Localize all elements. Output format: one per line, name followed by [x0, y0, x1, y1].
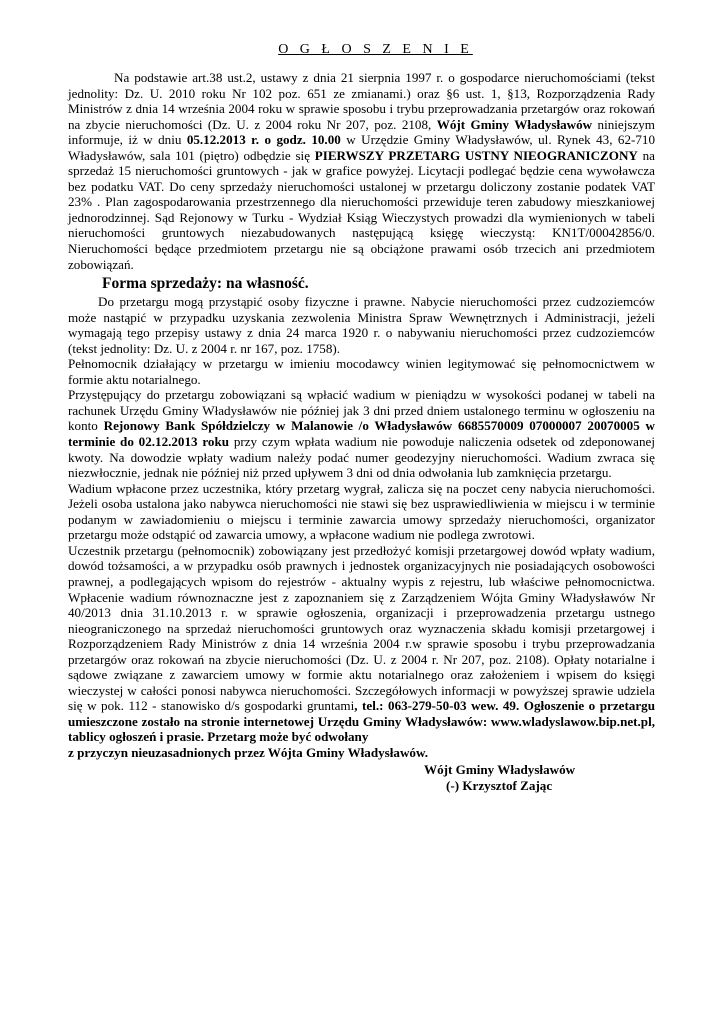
auction-datetime: 05.12.2013 r. o godz. 10.00 — [186, 132, 341, 148]
intro-text-1: Na podstawie art.38 ust.2, ustawy z dnia 21 sierpnia 1997 r. o gospodarce nieruchomościami (tekst jednolity: Dz. U. 2010 roku Nr 102 poz. 651 ze zmianami.) oraz §6 ust. 1, §13, Rozporządzenia Rady Ministrów z dnia 14 września 2004 roku w sprawie sposobu i trybu przeprowadzania przetargów oraz rokowań na zbycie nieruchomości (Dz. U. z 2004 roku Nr 207, poz. 2108, — [68, 70, 655, 132]
intro-text-3: w Urzędzie Gminy Władysławów, ul. Rynek 43, 62-710 Władysławów, sala 101 (piętro) odbędzie się — [68, 132, 655, 163]
intro-text-4: na sprzedaż 15 nieruchomości gruntowych - jak w grafice powyżej. Licytacji podlegać będzie cena wywoławcza bez podatku VAT. Do ceny sprzedaży nieruchomości ustalonej w przetargu doliczony zostanie podatek VAT 23% . Plan zagospodarowania przestrzennego dla nieruchomości przewiduje teren zabudowy mieszkaniowej jednorodzinnej. Sąd Rejonowy w Turku - Wydział Ksiąg Wieczystych prowadzi dla wymienionych w tabeli nieruchomości gruntowych niezabudowanych następującą księgę wieczystą: KN1T/00042856/0. Nieruchomości będące przedmiotem przetargu nie są obciążone prawami osób trzecich ani przedmiotem zobowiązań. — [68, 147, 655, 272]
requirements-text: Uczestnik przetargu (pełnomocnik) zobowiązany jest przedłożyć komisji przetargowej dowód wpłaty wadium, dowód tożsamości, a w przypadku osób prawnych i jednostek organizacyjnych nie posiadających osobowości prawnej, a podlegających wpisom do rejestrów - aktualny wypis z rejestru, lub właściwe pełnomocnictwa. Wpłacenie wadium równoznaczne jest z zapoznaniem się z Zarządzeniem Wójta Gminy Władysławów Nr 40/2013 dnia 31.10.2013 r. w sprawie ogłoszenia, organizacji i przeprowadzenia przetargu ustnego nieograniczonego na sprzedaż nieruchomości gruntowych oraz wyznaczenia składu komisji przetargowej i Rozporządzeniem Rady Ministrów z dnia 14 września 2004 r.w sprawie sposobu i trybu przeprowadzania przetargów oraz rokowań na zbycie nieruchomości (Dz. U. z 2004 r. Nr 207, poz. 2108). Opłaty notarialne i sądowe związane z zawarciem umowy w formie aktu notarialnego oraz założeniem i wpisem do księgi wieczystej w całości ponosi nabywca nieruchomości. Szczegółowych informacji w powyższej sprawie udziela się w pok. 112 - stanowisko d/s gospodarki gruntami — [68, 542, 655, 714]
intro-authority: Wójt Gminy Władysławów — [436, 116, 593, 132]
proxy-paragraph: Pełnomocnik działający w przetargu w imieniu mocodawcy winien legitymować się pełnomocnictwem w formie aktu notarialnego. — [68, 356, 655, 387]
eligibility-paragraph: Do przetargu mogą przystąpić osoby fizyczne i prawne. Nabycie nieruchomości przez cudzoziemców może nastąpić w przypadku uzyskania zezwolenia Ministra Spraw Wewnętrznych i Administracji, jeżeli wymagają tego przepisy ustawy z dnia 24 marca 1920 r. o nabywaniu nieruchomości przez cudzoziemców (tekst jednolity: Dz. U. z 2004 r. nr 167, poz. 1758). — [68, 294, 655, 356]
sale-form-heading: Forma sprzedaży: na własność. — [102, 275, 309, 293]
deposit-text-1: Przystępujący do przetargu zobowiązani są wpłacić wadium w pieniądzu w wysokości podanej w tabeli na rachunek Urzędu Gminy Władysławów nie później jak 3 dni przed dniem ustalonego terminu w ogłoszeniu na konto — [68, 387, 655, 434]
deposit-paragraph — [68, 387, 655, 480]
deposit-forfeit-paragraph: Wadium wpłacone przez uczestnika, który przetarg wygrał, zalicza się na poczet ceny nabycia nieruchomości. Jeżeli osoba ustalona jako nabywca nieruchomości nie stawi się bez usprawiedliwienia w miejscu i w terminie podanym w zawiadomieniu o miejscu i terminie zawarcia umowy sprzedaży nieruchomości, organizator przetargu może odstąpić od zawarcia umowy, a wpłacone wadium nie podlega zwrotowi. — [68, 480, 655, 543]
intro-text-2: niniejszym informuje, iż w dniu — [68, 116, 655, 148]
announcement-page — [68, 42, 655, 794]
cancellation-note: z przyczyn nieuzasadnionych przez Wójta Gminy Władysławów. — [68, 744, 428, 760]
signature-title: Wójt Gminy Władysławów — [424, 761, 576, 777]
bank-account-info: Rejonowy Bank Spółdzielczy w Malanowie /o Władysławów 6685570009 07000007 20070005 w terminie do 02.12.2013 roku — [68, 418, 656, 450]
auction-type: PIERWSZY PRZETARG USTNY NIEOGRANICZONY — [314, 147, 638, 163]
contact-info: , tel.: 063-279-50-03 wew. 49. Ogłoszenie o przetargu umieszczone zostało na stronie internetowej Urzędu Gminy Władysławów: www.wladyslawow.bip.net.pl, tablicy ogłoszeń i prasie. Przetarg może być odwołany — [68, 698, 655, 745]
intro-paragraph — [68, 70, 655, 272]
document-title: O G Ł O S Z E N I E — [278, 42, 473, 57]
deposit-text-2: przy czym wpłata wadium nie powoduje naliczenia odsetek od zdeponowanej kwoty. Na dowodzie wpłaty wadium należy podać numer geodezyjny nieruchomości. Wadium zwraca się niezwłocznie, jednak nie później niż przed upływem 3 dni od dnia odwołania lub zamknięcia przetargu. — [68, 434, 655, 481]
participant-requirements-paragraph — [68, 543, 655, 761]
signature-name: (-) Krzysztof Zając — [446, 777, 553, 793]
